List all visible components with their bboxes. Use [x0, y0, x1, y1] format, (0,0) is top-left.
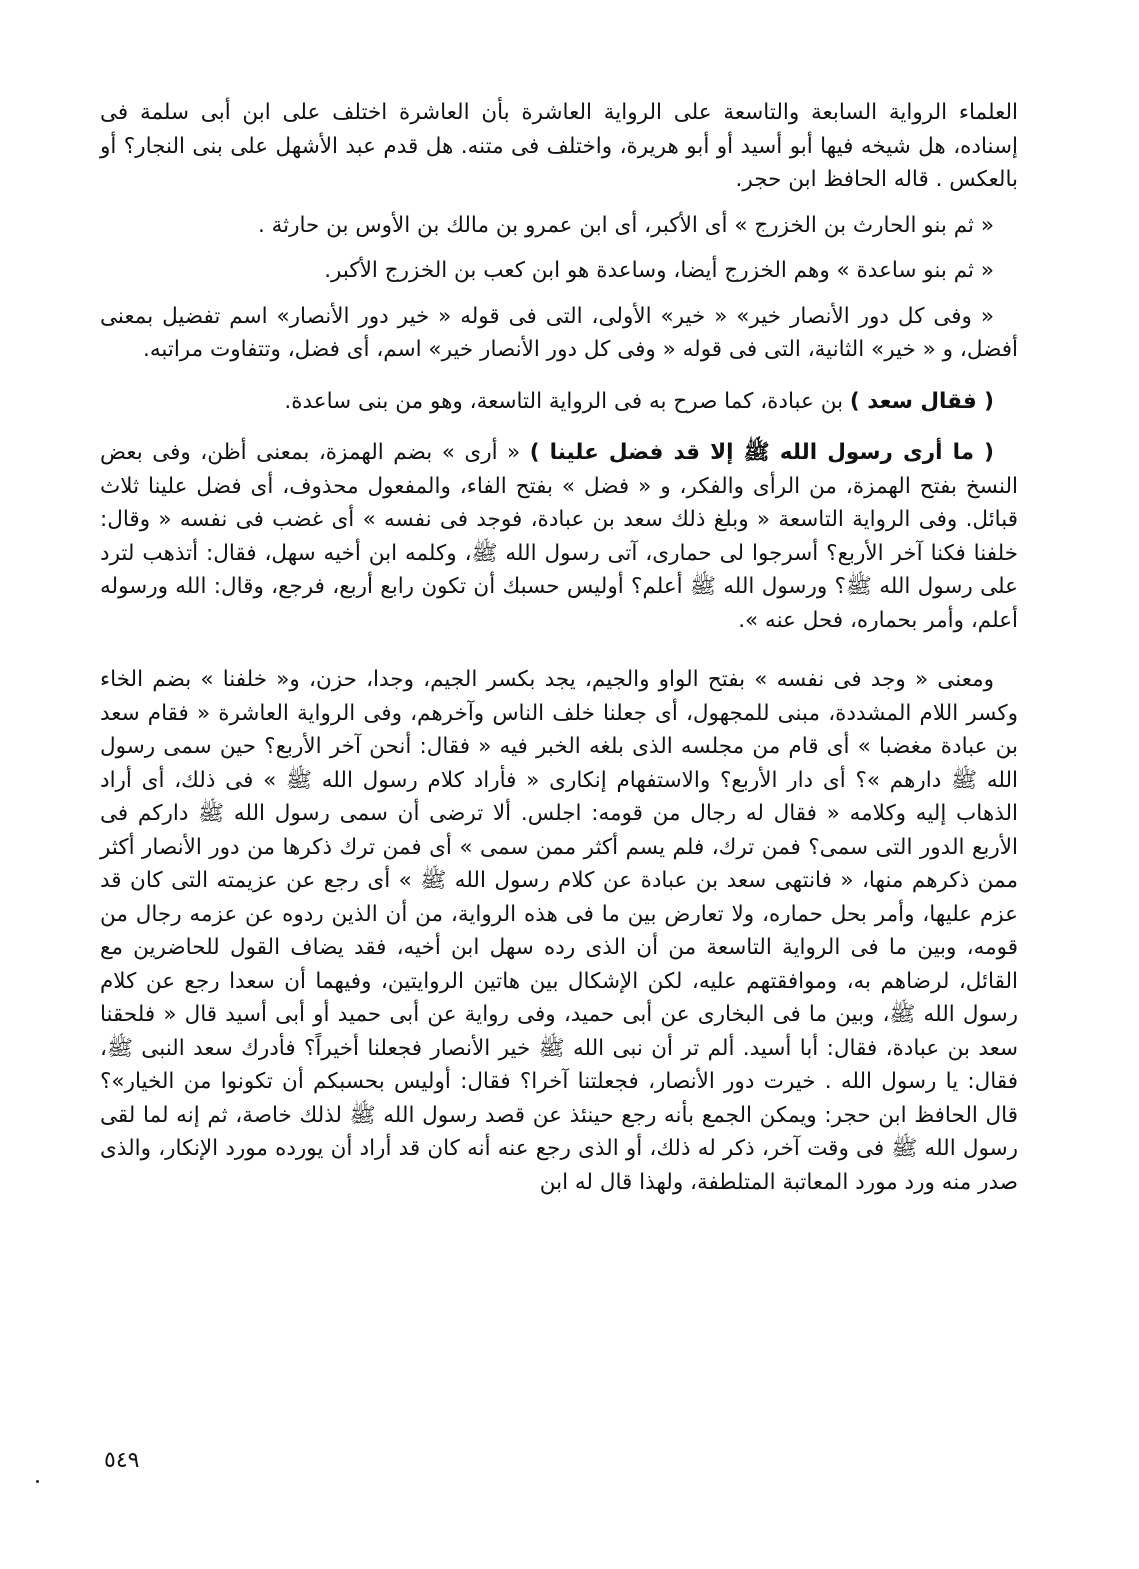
paragraph-wajada: ومعنى « وجد فى نفسه » بفتح الواو والجيم، يجد بكسر الجيم، وجدا، حزن، و« خلفنا » بضم الخاء وكسر اللام المشددة، مبنى للمجهول، أى جعلنا خلف الناس وآخرهم، وفى الرواية العاشرة « فقام سعد بن عبادة مغضبا » أى قام من مجلسه الذى بلغه الخبر فيه « فقال: أنحن آخر الأربع؟ حين سمى رسول الله ﷺ دارهم »؟ أى دار الأربع؟ والاستفهام إنكارى « فأراد كلام رسول الله ﷺ » فى ذلك، أى أراد الذهاب إليه وكلامه « فقال له رجال من قومه: اجلس. ألا ترضى أن سمى رسول الله ﷺ داركم فى الأربع الدور التى سمى؟ فمن ترك، فلم يسم أكثر ممن سمى » أى فمن ترك ذكرها من دور الأنصار أكثر ممن ذكرهم منها، « فانتهى سعد بن عبادة عن كلام رسول الله ﷺ » أى رجع عن عزيمته التى كان قد عزم عليها، وأمر بحل حماره، ولا تعارض بين ما فى هذه الرواية، من أن الذين ردوه عن عزمه رجال من قومه، وبين ما فى الرواية التاسعة من أن الذى رده سهل ابن أخيه، فقد يضاف القول للحاضرين مع القائل، لرضاهم به، وموافقتهم عليه، لكن الإشكال بين هاتين الروايتين، وفيهما أن سعدا رجع عن كلام رسول الله ﷺ، وبين ما فى البخارى عن أبى حميد، وفى رواية عن أبى حميد أو أبى أسيد قال « فلحقنا سعد بن عبادة، فقال: أبا أسيد. ألم تر أن نبى الله ﷺ خير الأنصار فجعلنا أخيراً؟ فأدرك سعد النبى ﷺ، فقال: يا رسول الله . خيرت دور الأنصار، فجعلتنا آخرا؟ فقال: أوليس بحسبكم أن تكونوا من الخيار»؟ قال الحافظ ابن حجر: ويمكن الجمع بأنه رجع حينئذ عن قصد رسول الله ﷺ لذلك خاصة، ثم إنه لما لقى رسول الله ﷺ فى وقت آخر، ذكر له ذلك، أو الذى رجع عنه أنه كان قد أراد أن يورده مورد الإنكار، والذى صدر منه ورد مورد المعاتبة المتلطفة، ولهذا قال له ابن — [100, 667, 1018, 1195]
page-number: ٥٤٩ — [104, 1448, 140, 1473]
paragraph-intro: العلماء الرواية السابعة والتاسعة على الرواية العاشرة بأن العاشرة اختلف على ابن أبى سلمة فى إسناده، هل شيخه فيها أبو أسيد أو أبو هريرة، واختلف فى متنه. هل قدم عبد الأشهل على بنى النجار؟ أو بالعكس . قاله الحافظ ابن حجر. — [100, 100, 1018, 192]
paragraph-qala-saad — [100, 385, 1018, 419]
paragraph-bani-saida: « ثم بنو ساعدة » وهم الخزرج أيضا، وساعدة هو ابن كعب بن الخزرج الأكبر. — [324, 258, 994, 283]
scan-speck — [36, 1480, 39, 1483]
paragraph-ma-ara-text: « أرى » بضم الهمزة، بمعنى أظن، وفى بعض النسخ بفتح الهمزة، من الرأى والفكر، و « فضل » بفتح الفاء، والمفعول محذوف، أى فضل علينا ثلاث قبائل. وفى الرواية التاسعة « وبلغ ذلك سعد بن عبادة، فوجد فى نفسه » أى غضب فى نفسه « وقال: خلفنا فكنا آخر الأربع؟ أسرجوا لى حمارى، آتى رسول الله ﷺ، وكلمه ابن أخيه سهل، فقال: أتذهب لترد على رسول الله ﷺ؟ ورسول الله ﷺ أعلم؟ أوليس حسبك أن تكون رابع أربع، فرجع، وقال: الله ورسوله أعلم، وأمر بحماره، فحل عنه ». — [100, 440, 1018, 633]
heading-qala-saad: ( فقال سعد ) — [849, 388, 994, 414]
paragraph-khair: « وفى كل دور الأنصار خير» « خير» الأولى، التى فى قوله « خير دور الأنصار» اسم تفضيل بمعنى أفضل، و « خير» الثانية، التى فى قوله « وفى كل دور الأنصار خير» اسم، أى فضل، وتتفاوت مراتبه. — [100, 303, 1018, 362]
paragraph-bani-harith: « ثم بنو الحارث بن الخزرج » أى الأكبر، أى ابن عمرو بن مالك بن الأوس بن حارثة . — [257, 212, 994, 238]
paragraph-qala-saad-text: بن عبادة، كما صرح به فى الرواية التاسعة، وهو من بنى ساعدة. — [284, 388, 844, 414]
heading-ma-ara: ( ما أرى رسول الله ﷺ إلا قد فضل علينا ) — [529, 440, 994, 465]
paragraph-ma-ara — [100, 436, 1018, 637]
page-body — [100, 96, 1018, 1199]
